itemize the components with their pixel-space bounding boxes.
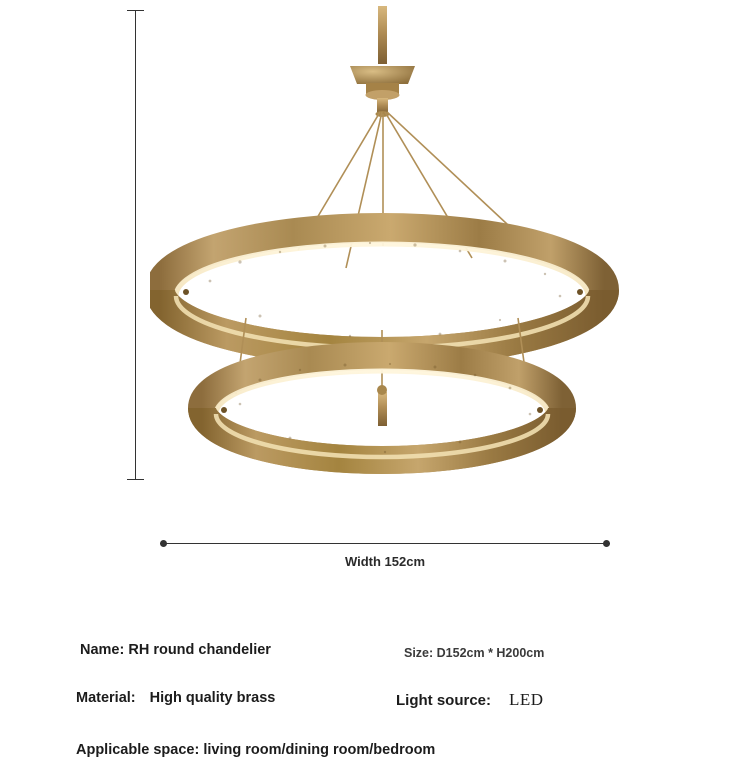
width-label: Width 152cm bbox=[344, 554, 426, 569]
height-dimension-line bbox=[135, 10, 136, 480]
width-dimension-dot-left bbox=[160, 540, 167, 547]
spec-light-source-value: LED bbox=[509, 690, 544, 709]
total-height-dimension bbox=[122, 10, 148, 480]
specification-block bbox=[0, 630, 750, 778]
spec-light-source bbox=[396, 690, 544, 710]
width-dimension bbox=[160, 535, 610, 551]
spec-size: Size: D152cm * H200cm bbox=[404, 646, 545, 660]
spec-material-label: Material: bbox=[76, 690, 136, 706]
spec-name: Name: RH round chandelier bbox=[80, 642, 271, 658]
width-dimension-line bbox=[160, 543, 610, 544]
spec-material bbox=[76, 690, 275, 706]
height-dimension-cap-bottom bbox=[127, 479, 144, 480]
product-illustration bbox=[150, 0, 620, 520]
height-dimension-cap-top bbox=[127, 10, 144, 11]
width-dimension-dot-right bbox=[603, 540, 610, 547]
spec-light-source-label: Light source: bbox=[396, 692, 492, 709]
spec-applicable-space: Applicable space: living room/dining room/bedroom bbox=[76, 742, 436, 758]
spec-material-value: High quality brass bbox=[149, 690, 276, 706]
